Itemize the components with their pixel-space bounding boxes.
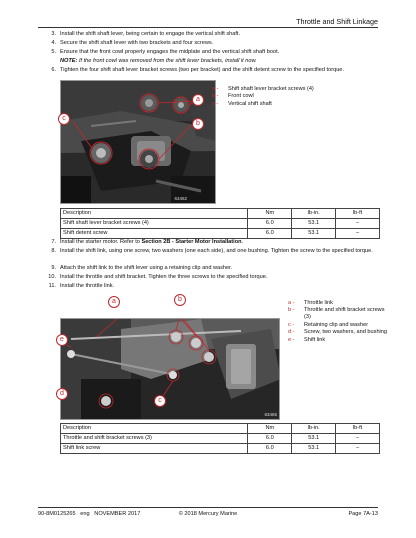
table-header-row <box>61 424 380 434</box>
table-row <box>61 443 380 453</box>
legend-text: Throttle and shift bracket screws (3) <box>304 307 385 321</box>
step-number: 8. <box>51 248 56 254</box>
table-cell: 6.0 <box>248 218 292 228</box>
legend-text: Shift link <box>304 336 326 343</box>
column-header: Nm <box>248 424 292 434</box>
table-cell: 53.1 <box>292 433 336 443</box>
legend-text: Vertical shift shaft <box>228 100 272 107</box>
step-text <box>60 239 380 246</box>
callout-a: a <box>192 94 204 106</box>
header-rule <box>38 27 378 28</box>
figure-1-legend <box>212 86 362 108</box>
table-cell: – <box>336 218 380 228</box>
footer-copyright: © 2018 Mercury Marine <box>178 511 238 517</box>
legend-item <box>212 101 362 108</box>
table-row <box>61 433 380 443</box>
legend-key: c - <box>212 100 219 107</box>
step-number: 7. <box>51 239 56 245</box>
section-title: Throttle and Shift Linkage <box>296 17 378 26</box>
step-text-plain: Install the starter motor. Refer to <box>60 239 142 245</box>
legend-item <box>212 93 362 100</box>
table-cell: – <box>336 433 380 443</box>
table-cell: Shift detent screw <box>61 228 248 238</box>
legend-key: b - <box>288 307 295 314</box>
callout-b: b <box>192 118 204 130</box>
legend-key: c - <box>288 321 295 328</box>
step-number: 9. <box>51 265 56 271</box>
step-text: Ensure that the front cowl properly engages the midplate and the vertical shift shaft boot. <box>60 49 280 55</box>
step-text: Install the shift shaft lever, being certain to engage the vertical shift shaft. <box>60 31 241 37</box>
table-cell: – <box>336 228 380 238</box>
linkage-photo-illustration <box>61 319 280 420</box>
column-header: Description <box>61 424 248 434</box>
table-cell: 6.0 <box>248 443 292 453</box>
callout-c: c <box>154 395 166 407</box>
step-text: Tighten the four shift shaft lever bracket screws (two per bracket) and the shift detent screw to the specified torque. <box>60 67 344 73</box>
footer-page-number: Page 7A-13 <box>348 511 378 517</box>
legend-key: a - <box>212 86 219 92</box>
table-cell: 6.0 <box>248 228 292 238</box>
footer-rule <box>38 507 378 508</box>
step-number: 3. <box>51 31 56 37</box>
table-cell: Shift link screw <box>61 443 248 453</box>
legend-item <box>288 307 392 321</box>
note-text: If the front cowl was removed from the shift lever brackets, install it now. <box>77 58 257 64</box>
figure-id: 63465 <box>264 412 277 418</box>
legend-text: Screw, two washers, and bushing <box>304 329 388 336</box>
column-header: lb-ft <box>336 209 380 219</box>
step-text-tail: . <box>241 239 244 245</box>
torque-table-2 <box>60 423 380 454</box>
note-label: NOTE: <box>60 58 78 64</box>
table-cell: 53.1 <box>292 443 336 453</box>
legend-text: Retaining clip and washer <box>304 321 369 328</box>
column-header: Nm <box>248 209 292 219</box>
legend-item <box>288 337 392 344</box>
step-text: Secure the shift shaft lever with two brackets and four screws. <box>60 40 214 46</box>
footer-doc-number: 90-8M0125265 eng NOVEMBER 2017 <box>38 511 141 517</box>
step-text: Attach the shift link to the shift lever using a retaining clip and washer. <box>60 265 233 271</box>
figure-2-photo <box>60 318 280 420</box>
legend-text: Throttle link <box>304 300 333 306</box>
table-header-row <box>61 209 380 219</box>
figure-2-legend <box>288 300 392 344</box>
legend-text: Shift shaft lever bracket screws (4) <box>228 86 314 92</box>
legend-key: e - <box>288 336 295 343</box>
section-reference: Section 2B - Starter Motor Installation <box>141 239 242 245</box>
torque-table-1 <box>60 208 380 239</box>
legend-text: Front cowl <box>228 93 254 100</box>
figure-id: 63462 <box>174 196 187 202</box>
column-header: lb-in. <box>292 424 336 434</box>
callout-e: e <box>56 334 68 346</box>
step-number: 6. <box>51 67 56 73</box>
table-cell: 6.0 <box>248 433 292 443</box>
callout-d: d <box>56 388 68 400</box>
column-header: lb-ft <box>336 424 380 434</box>
callout-a: a <box>108 296 120 308</box>
legend-key: b - <box>212 93 219 100</box>
column-header: lb-in. <box>292 209 336 219</box>
legend-item <box>288 329 392 336</box>
note <box>60 58 380 65</box>
table-cell: 53.1 <box>292 218 336 228</box>
table-cell: Throttle and shift bracket screws (3) <box>61 433 248 443</box>
step-number: 11. <box>48 283 56 289</box>
legend-item <box>212 86 362 93</box>
step-number: 5. <box>51 49 56 55</box>
legend-item <box>288 300 392 307</box>
table-cell: – <box>336 443 380 453</box>
legend-key: a - <box>288 300 295 306</box>
step-text: Install the shift link, using one screw, two washers (one each side), and one bushing. Tighten the screw to the specified torque. <box>60 248 373 254</box>
table-cell: Shift shaft lever bracket screws (4) <box>61 218 248 228</box>
step-text: Install the throttle and shift bracket. Tighten the three screws to the specified torque. <box>60 274 268 280</box>
callout-c: c <box>58 113 70 125</box>
column-header: Description <box>61 209 248 219</box>
legend-key: d - <box>288 329 295 336</box>
table-cell: 53.1 <box>292 228 336 238</box>
step-text: Install the throttle link. <box>60 283 115 289</box>
callout-b: b <box>174 294 186 306</box>
table-row <box>61 228 380 238</box>
step-number: 4. <box>51 40 56 46</box>
legend-item <box>288 322 392 329</box>
step-number: 10. <box>48 274 56 280</box>
table-row <box>61 218 380 228</box>
